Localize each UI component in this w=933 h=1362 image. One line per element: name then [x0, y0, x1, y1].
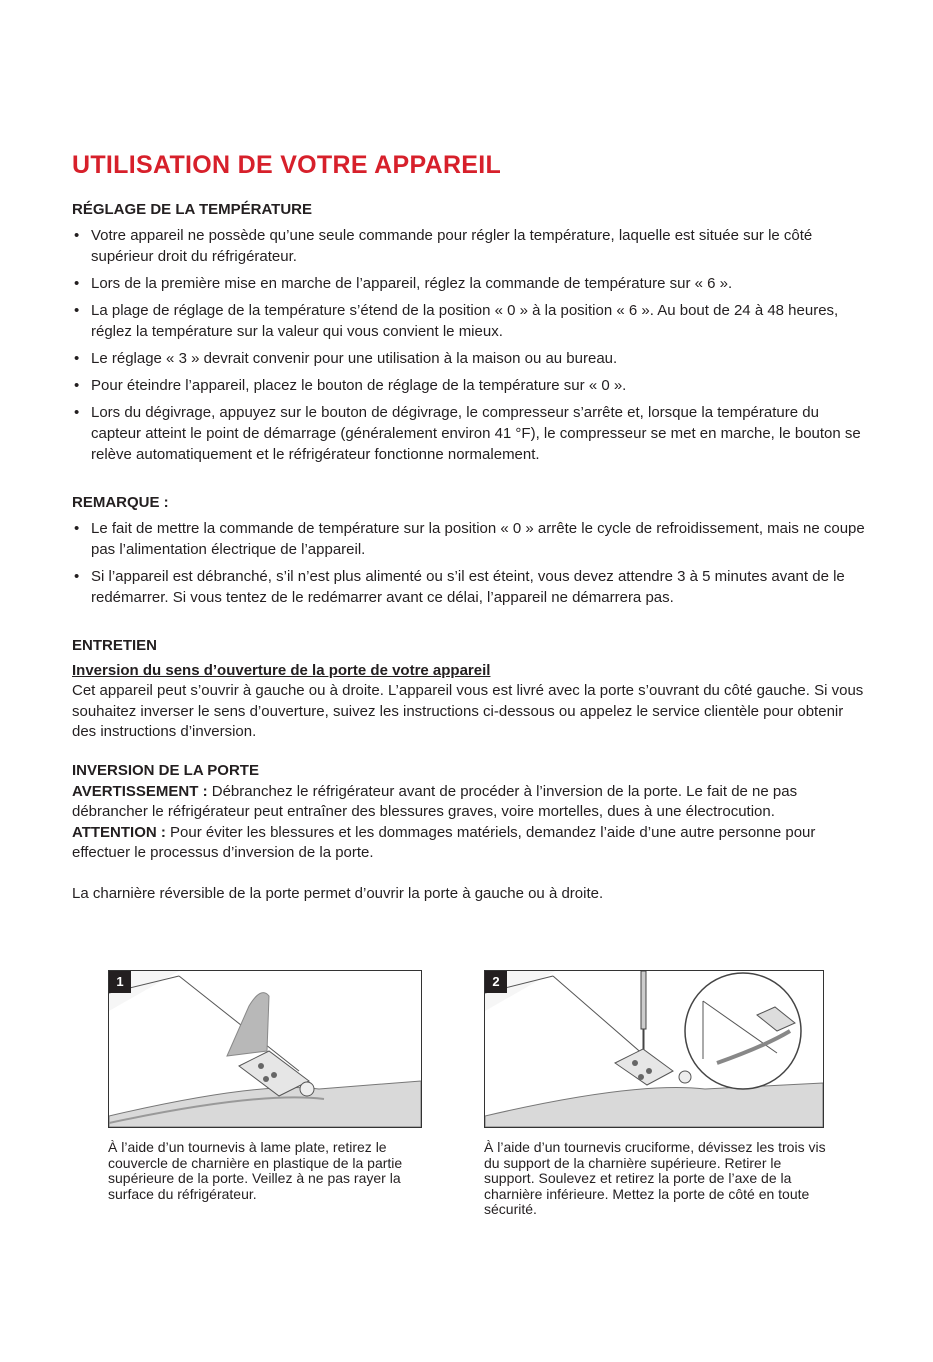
caution-paragraph [72, 823, 868, 864]
caution-text: Pour éviter les blessures et les dommages matériels, demandez l’aide d’une autre personne pour effectuer le processus d’inversion de la porte. [72, 823, 816, 861]
list-item: • Lors du dégivrage, appuyez sur le bouton de dégivrage, le compresseur s’arrête et, lorsque la température du capteur atteint le point de démarrage (généralement environ 41 °F), le compresseur se met en marche, le bouton se relève automatiquement et le réfrigérateur fonctionne normalement. [72, 402, 868, 465]
figure-1-caption: À l’aide d’un tournevis à lame plate, retirez le couvercle de charnière en plastique de la partie supérieure de la porte. Veillez à ne pas rayer la surface du réfrigérateur. [108, 1139, 403, 1202]
figure-2-number: 2 [485, 971, 507, 993]
figure-1-illustration [108, 970, 422, 1128]
hinge-note: La charnière réversible de la porte permet d’ouvrir la porte à gauche ou à droite. [72, 884, 604, 902]
figure-2-caption: À l’aide d’un tournevis cruciforme, dévissez les trois vis du support de la charnière supérieure. Retirer le support. Soulevez et retirez la porte de l’axe de la charnière inférieure. Mettez la porte de côté en toute sécurité. [484, 1139, 826, 1217]
list-item: • Lors de la première mise en marche de l’appareil, réglez la commande de température sur « 6 ». [72, 273, 868, 294]
entretien-text: Cet appareil peut s’ouvrir à gauche ou à droite. L’appareil vous est livré avec la porte s’ouvrant du côté gauche. Si vous souhaitez inverser le sens d’ouverture, suivez les instructions ci-dessous ou appelez le service clientèle pour obtenir des instructions d’inversion. [72, 682, 864, 740]
remarque-heading: REMARQUE : [72, 494, 169, 511]
inversion-heading: INVERSION DE LA PORTE [72, 761, 259, 779]
hinge-bracket-illustration [485, 971, 823, 1127]
warning-label: AVERTISSEMENT : [72, 782, 208, 800]
figure-1-number: 1 [109, 971, 131, 993]
reglage-heading: RÉGLAGE DE LA TEMPÉRATURE [72, 201, 313, 218]
page-title: UTILISATION DE VOTRE APPAREIL [72, 151, 502, 179]
hinge-cover-illustration [109, 971, 421, 1127]
caution-label: ATTENTION : [72, 823, 166, 841]
figures [108, 970, 828, 1230]
reglage-list [72, 225, 868, 465]
list-item: • Si l’appareil est débranché, s’il n’est plus alimenté ou s’il est éteint, vous devez attendre 3 à 5 minutes avant de le redémarrer. Si vous tentez de le redémarrer avant ce délai, l’appareil ne démarrera pas. [72, 566, 868, 608]
warning-paragraph [72, 782, 868, 823]
page-content [72, 150, 868, 904]
list-item: • La plage de réglage de la température s’étend de la position « 0 » à la position « 6 ». Au bout de 24 à 48 heures, réglez la température sur la valeur qui vous convient le mieux. [72, 300, 868, 342]
figure-2-illustration [484, 970, 824, 1128]
list-item: • Votre appareil ne possède qu’une seule commande pour régler la température, laquelle est située sur le côté supérieur droit du réfrigérateur. [72, 225, 868, 267]
list-item: • Pour éteindre l’appareil, placez le bouton de réglage de la température sur « 0 ». [72, 375, 868, 396]
entretien-heading: ENTRETIEN [72, 637, 158, 654]
remarque-list [72, 518, 868, 608]
entretien-subheading: Inversion du sens d’ouverture de la porte de votre appareil [72, 662, 491, 679]
warning-text: Débranchez le réfrigérateur avant de procéder à l’inversion de la porte. Le fait de ne pas débrancher le réfrigérateur peut entraîner des blessures graves, voire mortelles, dues à une électrocution. [72, 782, 798, 820]
list-item: • Le fait de mettre la commande de température sur la position « 0 » arrête le cycle de refroidissement, mais ne coupe pas l’alimentation électrique de l’appareil. [72, 518, 868, 560]
list-item: • Le réglage « 3 » devrait convenir pour une utilisation à la maison ou au bureau. [72, 348, 868, 369]
